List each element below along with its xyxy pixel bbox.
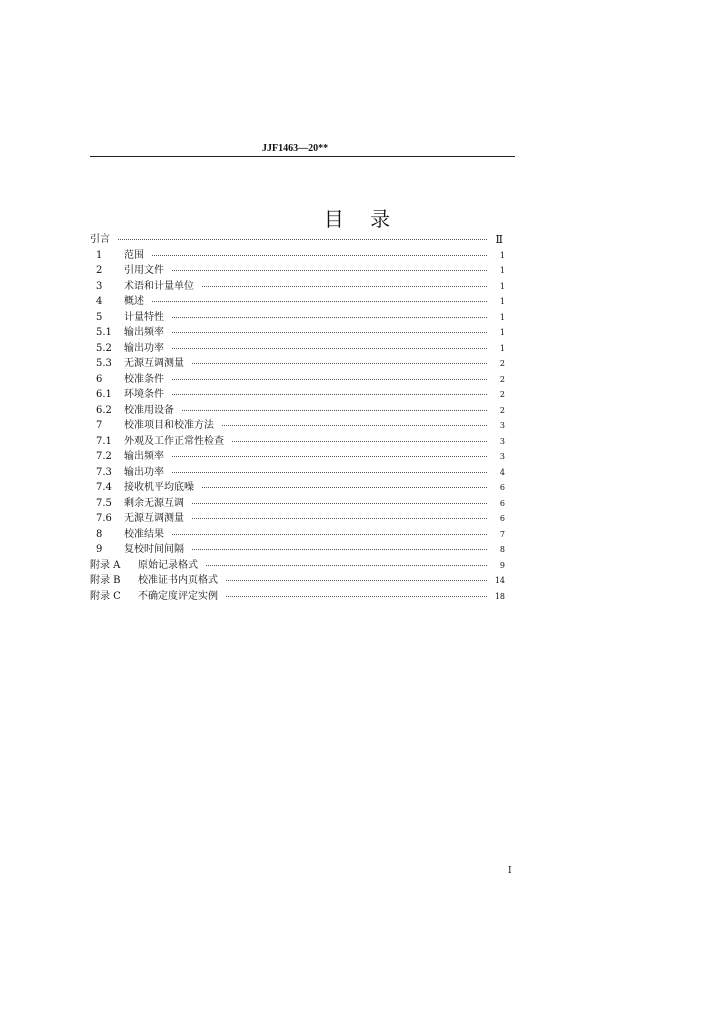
toc-entry-number: 7.4 xyxy=(96,482,112,493)
toc-entry[interactable] xyxy=(90,294,515,310)
toc-entry[interactable] xyxy=(90,232,515,248)
toc-entry-label: 范围 xyxy=(124,249,144,261)
toc-entry-number: 6.1 xyxy=(96,389,112,400)
toc-entry-page: 3 xyxy=(499,436,505,446)
toc-entry-label: 输出功率 xyxy=(124,466,164,478)
toc-entry-label: 引用文件 xyxy=(124,265,164,276)
toc-leader-dots xyxy=(202,286,487,287)
toc-entry-page: 1 xyxy=(499,328,505,337)
toc-leader-dots xyxy=(152,301,487,302)
toc-entry[interactable] xyxy=(90,310,515,326)
toc-entry-page: 6 xyxy=(499,483,505,492)
toc-entry-page: 3 xyxy=(499,421,505,430)
toc-entry-label: 无源互调测量 xyxy=(124,358,184,369)
toc-entry-page: 6 xyxy=(499,498,505,508)
toc-entry-page: 2 xyxy=(499,405,505,415)
toc-leader-dots xyxy=(202,487,487,488)
toc-leader-dots xyxy=(232,441,487,442)
toc-entry-label: 输出频率 xyxy=(124,327,164,338)
toc-entry-number: 6 xyxy=(96,373,103,385)
toc-leader-dots xyxy=(182,410,487,411)
toc-entry-page: 4 xyxy=(499,467,505,477)
toc-entry[interactable] xyxy=(90,263,515,279)
toc-entry-label: 引言 xyxy=(90,234,110,245)
toc-leader-dots xyxy=(206,565,487,566)
page-title: 目 录 xyxy=(323,207,401,231)
toc-leader-dots xyxy=(192,503,487,504)
toc-entry-number: 附录 B xyxy=(90,575,121,586)
toc-entry-label: 外观及工作正常性检查 xyxy=(124,435,224,447)
toc-leader-dots xyxy=(172,348,487,349)
toc-entry[interactable] xyxy=(90,573,515,589)
toc-entry-number: 8 xyxy=(96,528,103,540)
toc-entry-number: 附录 A xyxy=(90,559,121,571)
toc-entry[interactable] xyxy=(90,449,515,465)
toc-entry-page: Ⅱ xyxy=(495,233,503,246)
toc-entry-number: 7.2 xyxy=(96,451,112,462)
toc-entry-number: 附录 C xyxy=(90,590,121,602)
toc-entry-number: 5.3 xyxy=(96,358,112,369)
toc-entry-label: 校准条件 xyxy=(124,373,164,385)
toc-entry[interactable] xyxy=(90,434,515,450)
toc-leader-dots xyxy=(118,239,487,240)
toc-leader-dots xyxy=(226,580,487,581)
toc-entry[interactable] xyxy=(90,248,515,264)
toc-entry[interactable] xyxy=(90,372,515,388)
toc-entry-page: 1 xyxy=(499,312,505,322)
toc-leader-dots xyxy=(222,425,487,426)
toc-entry[interactable] xyxy=(90,511,515,527)
toc-entry-number: 5 xyxy=(96,311,103,323)
toc-entry-number: 4 xyxy=(96,296,103,307)
toc-entry[interactable] xyxy=(90,356,515,372)
toc-entry[interactable] xyxy=(90,325,515,341)
toc-entry[interactable] xyxy=(90,387,515,403)
header-rule xyxy=(90,156,515,157)
toc-entry-page: 2 xyxy=(499,374,505,384)
toc-leader-dots xyxy=(172,472,487,473)
toc-entry-page: 2 xyxy=(499,359,505,368)
toc-leader-dots xyxy=(172,317,487,318)
toc-entry-number: 5.2 xyxy=(96,342,112,354)
toc-entry-label: 接收机平均底噪 xyxy=(124,482,194,493)
toc-entry-label: 环境条件 xyxy=(124,389,164,400)
toc-leader-dots xyxy=(192,518,487,519)
page-number: I xyxy=(508,866,512,876)
toc-entry-number: 5.1 xyxy=(96,327,112,338)
toc-entry[interactable] xyxy=(90,465,515,481)
toc-entry-number: 7.1 xyxy=(96,435,112,447)
toc-leader-dots xyxy=(172,379,487,380)
toc-entry-number: 7.5 xyxy=(96,497,112,509)
toc-entry-label: 输出功率 xyxy=(124,342,164,354)
toc-entry-number: 6.2 xyxy=(96,404,112,416)
toc-leader-dots xyxy=(192,363,487,364)
toc-entry-number: 3 xyxy=(96,280,103,292)
toc-entry-label: 术语和计量单位 xyxy=(124,280,194,292)
toc-entry-label: 计量特性 xyxy=(124,311,164,323)
toc-entry-page: 1 xyxy=(499,343,505,353)
toc-entry[interactable] xyxy=(90,527,515,543)
toc-entry[interactable] xyxy=(90,341,515,357)
toc-leader-dots xyxy=(226,596,487,597)
toc-entry-label: 原始记录格式 xyxy=(138,559,198,571)
toc-entry-page: 7 xyxy=(499,529,505,539)
table-of-contents xyxy=(90,232,515,604)
toc-entry-page: 14 xyxy=(494,576,505,585)
toc-entry-page: 9 xyxy=(499,560,505,570)
toc-entry-label: 输出频率 xyxy=(124,451,164,462)
toc-leader-dots xyxy=(192,549,487,550)
toc-entry-page: 1 xyxy=(499,297,505,306)
toc-entry-number: 7.6 xyxy=(96,513,112,524)
toc-entry-label: 概述 xyxy=(124,296,144,307)
toc-leader-dots xyxy=(172,456,487,457)
toc-entry-number: 7.3 xyxy=(96,466,112,478)
toc-entry[interactable] xyxy=(90,558,515,574)
toc-entry-label: 校准证书内页格式 xyxy=(138,575,218,586)
toc-entry[interactable] xyxy=(90,496,515,512)
toc-entry-label: 校准项目和校准方法 xyxy=(124,420,214,431)
toc-entry[interactable] xyxy=(90,542,515,558)
toc-entry[interactable] xyxy=(90,418,515,434)
toc-entry-label: 不确定度评定实例 xyxy=(138,590,218,602)
toc-entry-label: 复校时间间隔 xyxy=(124,544,184,555)
toc-entry-page: 3 xyxy=(499,452,505,461)
toc-entry-label: 校准结果 xyxy=(124,528,164,540)
toc-entry-label: 剩余无源互调 xyxy=(124,497,184,509)
toc-leader-dots xyxy=(172,332,487,333)
toc-entry-page: 2 xyxy=(499,390,505,399)
toc-entry-page: 1 xyxy=(499,266,505,275)
toc-entry-label: 无源互调测量 xyxy=(124,513,184,524)
toc-entry-page: 18 xyxy=(494,591,505,601)
document-code: JJF1463—20** xyxy=(262,143,329,154)
toc-leader-dots xyxy=(172,534,487,535)
toc-leader-dots xyxy=(172,270,487,271)
toc-entry-page: 6 xyxy=(499,514,505,523)
toc-entry[interactable] xyxy=(90,480,515,496)
toc-entry[interactable] xyxy=(90,279,515,295)
toc-leader-dots xyxy=(172,394,487,395)
toc-leader-dots xyxy=(152,255,487,256)
toc-entry-number: 2 xyxy=(96,265,103,276)
toc-entry-page: 1 xyxy=(499,250,505,260)
toc-entry[interactable] xyxy=(90,589,515,605)
toc-entry[interactable] xyxy=(90,403,515,419)
toc-entry-number: 7 xyxy=(96,420,103,431)
toc-entry-number: 9 xyxy=(96,544,103,555)
toc-entry-label: 校准用设备 xyxy=(124,404,174,416)
toc-entry-page: 1 xyxy=(499,281,505,291)
toc-entry-page: 8 xyxy=(499,545,505,554)
toc-entry-number: 1 xyxy=(96,249,103,261)
